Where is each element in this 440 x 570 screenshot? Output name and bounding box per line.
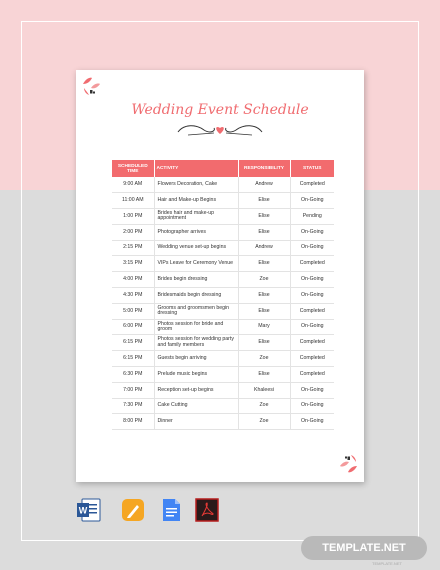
- time-cell: 6:15 PM: [112, 351, 154, 367]
- responsibility-cell: Elise: [238, 335, 290, 351]
- activity-cell: Wedding venue set-up begins: [154, 240, 238, 256]
- status-cell: Completed: [290, 303, 334, 319]
- responsibility-cell: Andrew: [238, 240, 290, 256]
- status-cell: Completed: [290, 177, 334, 193]
- column-header: RESPONSIBILITY: [238, 160, 290, 177]
- status-cell: On-Going: [290, 288, 334, 304]
- status-cell: On-Going: [290, 319, 334, 335]
- status-cell: On-Going: [290, 414, 334, 430]
- responsibility-cell: Elise: [238, 193, 290, 209]
- table-row: [112, 351, 334, 367]
- google-docs-icon[interactable]: [158, 497, 184, 523]
- time-cell: 5:00 PM: [112, 303, 154, 319]
- activity-cell: Photos session for wedding party and family members: [154, 335, 238, 351]
- table-row: [112, 193, 334, 209]
- activity-cell: VIPs Leave for Ceremony Venue: [154, 256, 238, 272]
- table-row: [112, 224, 334, 240]
- responsibility-cell: Elise: [238, 303, 290, 319]
- pages-icon[interactable]: [120, 497, 146, 523]
- time-cell: 11:00 AM: [112, 193, 154, 209]
- activity-cell: Photographer arrives: [154, 224, 238, 240]
- activity-cell: Reception set-up begins: [154, 382, 238, 398]
- time-cell: 4:30 PM: [112, 288, 154, 304]
- time-cell: 8:00 PM: [112, 414, 154, 430]
- status-cell: Completed: [290, 351, 334, 367]
- status-cell: On-Going: [290, 398, 334, 414]
- word-icon[interactable]: [76, 497, 102, 523]
- status-cell: On-Going: [290, 272, 334, 288]
- responsibility-cell: Elise: [238, 367, 290, 383]
- activity-cell: Hair and Make-up Begins: [154, 193, 238, 209]
- schedule-table: [112, 160, 334, 430]
- table-row: [112, 382, 334, 398]
- table-row: [112, 398, 334, 414]
- responsibility-cell: Zoe: [238, 398, 290, 414]
- table-row: [112, 319, 334, 335]
- responsibility-cell: Mary: [238, 319, 290, 335]
- responsibility-cell: Elise: [238, 224, 290, 240]
- activity-cell: Grooms and groomsmen begin dressing: [154, 303, 238, 319]
- table-row: [112, 272, 334, 288]
- table-header-row: [112, 160, 334, 177]
- document-page: [76, 70, 364, 482]
- activity-cell: Guests begin arriving: [154, 351, 238, 367]
- responsibility-cell: Zoe: [238, 351, 290, 367]
- document-title: Wedding Event Schedule: [131, 102, 309, 118]
- column-header: STATUS: [290, 160, 334, 177]
- table-row: [112, 209, 334, 225]
- activity-cell: Brides begin dressing: [154, 272, 238, 288]
- time-cell: 3:15 PM: [112, 256, 154, 272]
- status-cell: Pending: [290, 209, 334, 225]
- status-cell: On-Going: [290, 240, 334, 256]
- table-row: [112, 367, 334, 383]
- time-cell: 7:00 PM: [112, 382, 154, 398]
- time-cell: 1:00 PM: [112, 209, 154, 225]
- activity-cell: Bridesmaids begin dressing: [154, 288, 238, 304]
- column-header: SCHEDULED TIME: [112, 160, 154, 177]
- activity-cell: Flowers Decoration, Cake: [154, 177, 238, 193]
- heart-swirl-icon: [174, 122, 266, 138]
- table-row: [112, 414, 334, 430]
- time-cell: 2:15 PM: [112, 240, 154, 256]
- activity-cell: Prelude music begins: [154, 367, 238, 383]
- status-cell: Completed: [290, 335, 334, 351]
- status-cell: On-Going: [290, 224, 334, 240]
- table-row: [112, 256, 334, 272]
- template-net-watermark-sub: TEMPLATE.NET: [372, 561, 402, 566]
- time-cell: 7:30 PM: [112, 398, 154, 414]
- pdf-icon[interactable]: [194, 497, 220, 523]
- leaf-ornament-icon: [80, 74, 102, 96]
- table-row: [112, 240, 334, 256]
- time-cell: 6:30 PM: [112, 367, 154, 383]
- time-cell: 2:00 PM: [112, 224, 154, 240]
- time-cell: 9:00 AM: [112, 177, 154, 193]
- table-row: [112, 303, 334, 319]
- time-cell: 4:00 PM: [112, 272, 154, 288]
- time-cell: 6:00 PM: [112, 319, 154, 335]
- column-header: ACTIVITY: [154, 160, 238, 177]
- status-cell: Completed: [290, 256, 334, 272]
- activity-cell: Brides hair and make-up appointment: [154, 209, 238, 225]
- table-row: [112, 288, 334, 304]
- table-row: [112, 335, 334, 351]
- activity-cell: Cake Cutting: [154, 398, 238, 414]
- responsibility-cell: Elise: [238, 288, 290, 304]
- table-row: [112, 177, 334, 193]
- responsibility-cell: Zoe: [238, 414, 290, 430]
- responsibility-cell: Elise: [238, 209, 290, 225]
- time-cell: 6:15 PM: [112, 335, 154, 351]
- responsibility-cell: Zoe: [238, 272, 290, 288]
- leaf-ornament-icon: [338, 454, 360, 476]
- status-cell: On-Going: [290, 382, 334, 398]
- activity-cell: Photos session for bride and groom: [154, 319, 238, 335]
- responsibility-cell: Andrew: [238, 177, 290, 193]
- responsibility-cell: Elise: [238, 256, 290, 272]
- responsibility-cell: Khaleesi: [238, 382, 290, 398]
- status-cell: Completed: [290, 367, 334, 383]
- svg-text:W: W: [78, 505, 88, 516]
- status-cell: On-Going: [290, 193, 334, 209]
- template-net-watermark: TEMPLATE.NET: [301, 536, 427, 560]
- activity-cell: Dinner: [154, 414, 238, 430]
